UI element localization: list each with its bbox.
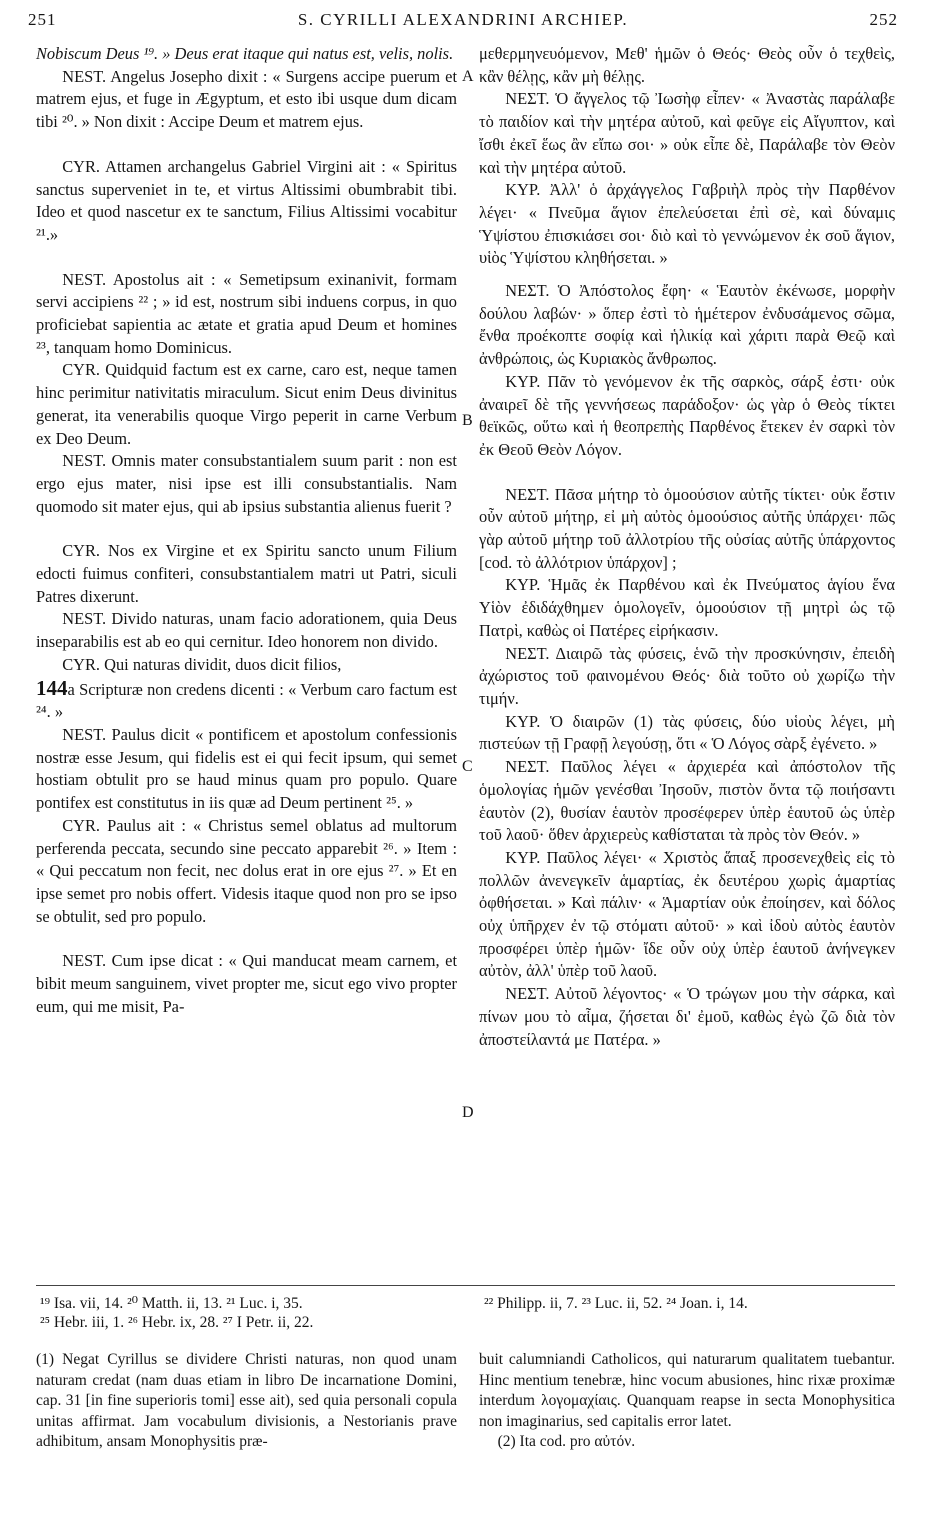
greek-paragraph: ΝΕΣΤ. Αὐτοῦ λέγοντος· « Ὁ τρώγων μου τὴν σάρκα, καὶ πίνων μου τὸ αἷμα, ζήσεται δι' ἐμοῦ, καθὼς ἐγὼ ζῶ διὰ τὸν ἀποστείλαντά με Πατέρα. » <box>479 984 895 1049</box>
greek-paragraph: ΚΥΡ. Ἡμᾶς ἐκ Παρθένου καὶ ἐκ Πνεύματος ἁγίου ἕνα Υἱὸν ἐδιδάχθημεν ὁμολογεῖν, ὁμοούσιον τῇ μητρὶ ὡς τῷ Πατρὶ, καθὼς οἱ Πατέρες εἰρήκασιν. <box>479 575 895 640</box>
note-2: (2) Ita cod. pro αὐτόν. <box>497 1433 636 1450</box>
greek-paragraph: ΚΥΡ. Ἀλλ' ὁ ἀρχάγγελος Γαβριὴλ πρὸς τὴν Παρθένον λέγει· « Πνεῦμα ἅγιον ἐπελεύσεται ἐπὶ σὲ, καὶ δύναμις Ὑψίστου ἐπισκιάσει σοι· διὸ καὶ τὸ γεννώμενον ἐκ σοῦ ἅγιον, υἱὸς Ὑψίστου κληθήσεται. » <box>479 180 895 268</box>
page-number-right: 252 <box>869 10 898 29</box>
latin-paragraph: NEST. Cum ipse dicat : « Qui manducat meam carnem, et bibit meum sanguinem, vivet propter me, sicut ego vivo propter eum, qui me misit, Pa- <box>36 951 457 1016</box>
running-title: S. CYRILLI ALEXANDRINI ARCHIEP. <box>297 10 629 29</box>
latin-paragraph: CYR. Qui naturas dividit, duos dicit filios, <box>62 654 342 674</box>
latin-paragraph: CYR. Quidquid factum est ex carne, caro est, neque tamen hinc perimitur nativitatis miraculum. Sicut enim Deus divinitus generat, ita venerabilis quoque Virgo peperit in carne Verbum ex Deo Deum. <box>36 360 457 448</box>
greek-paragraph: μεθερμηνευόμενον, Μεθ' ἡμῶν ὁ Θεός· Θεὸς οὖν ὁ τεχθεὶς, κἂν θέλῃς, κἂν μὴ θέλῃς. <box>479 44 895 86</box>
greek-paragraph: ΝΕΣΤ. Ὁ Ἀπόστολος ἔφη· « Ἑαυτὸν ἐκένωσε, μορφὴν δούλου λαβών· » ὅπερ ἐστὶ τὸ ἡμέτερον ἐνδυσάμενος σῶμα, ἔνθα προέκοπτε σοφίᾳ καὶ ἡλικίᾳ καὶ χάριτι παρὰ Θεῷ καὶ ἀνθρώποις, ὡς Κυριακὸς ἄνθρωπος. <box>479 281 895 369</box>
margin-letter-c: C <box>462 758 473 775</box>
column-number-144: 144 <box>36 675 68 700</box>
latin-paragraph: NEST. Angelus Josepho dixit : « Surgens accipe puerum et matrem ejus, et fuge in Ægyptum, et esto ibi usque dum dicam tibi ²⁰. » Non dixit : Accipe Deum et matrem ejus. <box>36 66 457 132</box>
latin-paragraph: CYR. Nos ex Virgine et ex Spiritu sancto unum Filium edocti fuimus confiteri, consubstantialem matri ut Patri, siculi Patres dixerunt. <box>36 541 457 606</box>
notes-divider <box>36 1285 895 1286</box>
latin-column <box>36 43 457 1018</box>
greek-paragraph: ΝΕΣΤ. Διαιρῶ τὰς φύσεις, ἑνῶ τὴν προσκύνησιν, ἐπειδὴ ἀχώριστος τοῦ φαινομένου Θεός· διὰ τοῦτο οὐ χωρίζω τὴν τιμήν. <box>479 643 895 708</box>
latin-paragraph: CYR. Paulus ait : « Christus semel oblatus ad multorum perferenda peccata, secundo sine peccato apparebit ²⁶. » Item : « Qui peccatum non fecit, nec dolus erat in ore ejus ²⁷. » Et en ipse semet pro nobis offert. Videsis itaque quod non pro se ipso se obtulit, sed pro populo. <box>36 815 457 926</box>
margin-letter-b: B <box>462 412 473 429</box>
greek-paragraph: ΚΥΡ. Πᾶν τὸ γενόμενον ἐκ τῆς σαρκὸς, σάρξ ἐστι· οὐκ ἀναιρεῖ δὲ τῆς γεννήσεως παράδοξον· ὡς γὰρ ὁ Θεὸς τίκτει θεϊκῶς, οὕτω καὶ ἡ θεοπρεπὴς Παρθένος ἔτεκεν ἐν σαρκὶ τὸν ἐκ Θεοῦ Θεὸν Λόγον. <box>479 371 895 459</box>
margin-letter-a: A <box>462 68 474 85</box>
greek-paragraph: ΝΕΣΤ. Ὁ ἄγγελος τῷ Ἰωσὴφ εἶπεν· « Ἀναστὰς παράλαβε τὸ παιδίον καὶ τὴν μητέρα αὐτοῦ, καὶ φεῦγε εἰς Αἴγυπτον, καὶ ἴσθι ἐκεῖ ἕως ἂν εἴπω σοι· » οὐκ εἶπε δὲ, Παράλαβε τὸν Θεὸν καὶ τὴν μητέρα αὐτοῦ. <box>479 89 895 177</box>
editorial-notes-right <box>479 1350 895 1453</box>
greek-paragraph: ΚΥΡ. Ὁ διαιρῶν (1) τὰς φύσεις, δύο υἱοὺς λέγει, μὴ πιστεύων τῇ Γραφῇ λεγούσῃ, ὅτι « Ὁ Λόγος σὰρξ ἐγένετο. » <box>479 711 895 754</box>
greek-paragraph: ΝΕΣΤ. Πᾶσα μήτηρ τὸ ὁμοούσιον αὐτῆς τίκτει· οὐκ ἔστιν οὖν αὐτοῦ μήτηρ, εἰ μὴ αὐτὸς ὁμοούσιος αὐτῆς ὑπάρχει· πῶς γὰρ αὐτοῦ μήτηρ τοῦ ἀλλοτρίου τῆς οὐσίας αὐτῆς ὑπάρχοντος [cod. τὸ ἀλλότριον ὑπάρχον] ; <box>479 484 895 572</box>
page-number-left: 251 <box>28 10 57 29</box>
note-1: (1) Negat Cyrillus se dividere Christi naturas, non quod unam naturam credat (nam duas etiam in libro De incarnatione Domini, cap. 31 [in fine superioris tomi] esse ait), sed quia personali copula unitas affirmat. Jam vocabulum divisionis, a Nestorianis prave adhibitum, ansam Monophysitis præ- <box>36 1351 457 1450</box>
margin-letter-d: D <box>462 1104 474 1121</box>
latin-paragraph: Nobiscum Deus ¹⁹. » Deus erat itaque qui natus est, velis, nolis. <box>36 44 454 63</box>
latin-paragraph: CYR. Attamen archangelus Gabriel Virgini ait : « Spiritus sanctus superveniet in te, et virtus Altissimi obumbrabit tibi. Ideo et quod nascetur ex te sanctum, Filius Altissimi vocabitur ²¹.» <box>36 156 457 244</box>
greek-paragraph: ΝΕΣΤ. Παῦλος λέγει « ἀρχιερέα καὶ ἀπόστολον τῆς ὁμολογίας ἡμῶν γενέσθαι Ἰησοῦν, πιστὸν ὄντα τῷ ποιήσαντι ἑαυτὸν (2), θυσίαν ἑαυτὸν προσέφερεν ὑπὲρ ἑαυτοῦ ὡς ὑπὲρ τοῦ λαοῦ· ὅθεν ἀρχιερεὺς καθίσταται τὰ πρὸς τὸν Θεόν. » <box>479 757 895 845</box>
latin-paragraph: NEST. Paulus dicit « pontificem et apostolum confessionis nostræ esse Jesum, qui fidelis est ei qui fecit ipsum, qui semet hostiam obtulit pro se haud minus quam pro populo. Quare pontifex est constitutus in iis quæ ad Deum pertinent ²⁵. » <box>36 724 457 813</box>
latin-paragraph: NEST. Divido naturas, unam facio adorationem, quia Deus inseparabilis est ab eo qui cernitur. Ideo honorem non divido. <box>36 609 457 652</box>
greek-paragraph: ΚΥΡ. Παῦλος λέγει· « Χριστὸς ἅπαξ προσενεχθεὶς εἰς τὸ πολλῶν ἀνενεγκεῖν ἁμαρτίας, ἐκ δευτέρου χωρὶς ἁμαρτίας ὀφθήσεται. » Καὶ πάλιν· « Ἁμαρτίαν οὐκ ἐποίησεν, καὶ δόλος οὐχ ὑπῆρχεν ἐν τῷ στόματι αὐτοῦ· » καὶ ἰδοὺ αὐτὸς ἑαυτὸν προσφέρει ὑπὲρ ἡμῶν· ἴδε οὖν οὐχ ὑπὲρ ἑαυτοῦ ἀνήνεγκεν αὐτὸν, ἀλλ' ὑπὲρ τοῦ λαοῦ. <box>479 847 895 981</box>
note-1-continued: buit calumniandi Catholicos, qui naturarum qualitatem tuebantur. Hinc mentium tenebræ, hinc vocum abusiones, hinc rixæ proximæ interdum λογομαχίαις. Quanquam reapse in secta Monophysitica non imaginarius, sed capitalis error latet. <box>479 1351 895 1430</box>
latin-paragraph: NEST. Apostolus ait : « Semetipsum exinanivit, formam servi accipiens ²² ; » id est, nostrum sibi induens corpus, in quo proficiebat sapientia ac ætate et gratia apud Deum et homines ²³, tanquam homo Dominicus. <box>36 269 457 357</box>
footnote-references-left-2: ²⁵ Hebr. iii, 1. ²⁶ Hebr. ix, 28. ²⁷ I Petr. ii, 22. <box>40 1314 314 1331</box>
greek-column <box>479 43 895 1051</box>
latin-paragraph-with-column-number <box>36 677 457 724</box>
latin-paragraph: NEST. Omnis mater consubstantialem suum parit : non est ergo ejus mater, nisi ipse est illi consubstantialis. Nam quomodo sit mater ejus, qui ab ipsius substantia alienus fuerit ? <box>36 451 457 516</box>
footnote-references-right: ²² Philipp. ii, 7. ²³ Luc. ii, 52. ²⁴ Joan. i, 14. <box>484 1295 748 1312</box>
latin-text: a Scripturæ non credens dicenti : « Verbum caro factum est ²⁴. » <box>36 679 457 722</box>
editorial-notes-left <box>36 1350 457 1453</box>
page-header <box>28 10 898 42</box>
footnote-references-left-1: ¹⁹ Isa. vii, 14. ²⁰ Matth. ii, 13. ²¹ Luc. i, 35. <box>40 1295 303 1312</box>
